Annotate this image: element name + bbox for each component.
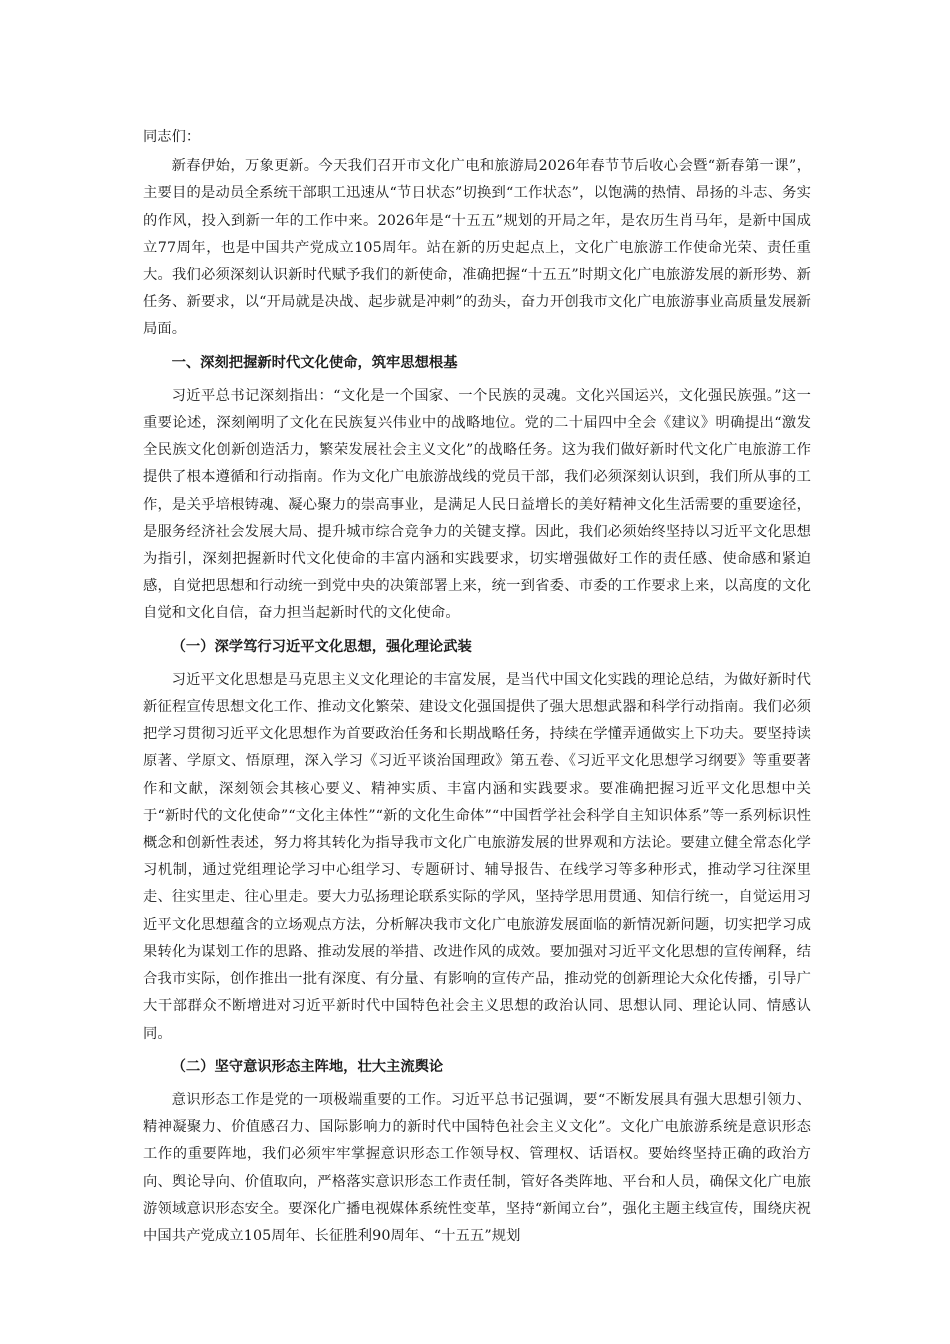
document-page bbox=[143, 124, 811, 1250]
section-1-heading: 一、深刻把握新时代文化使命，筑牢思想根基 bbox=[171, 354, 458, 371]
section-1-paragraph: 习近平总书记深刻指出：“文化是一个国家、一个民族的灵魂。文化兴国运兴，文化强民族强。”这一重要论述，深刻阐明了文化在民族复兴伟业中的战略地位。党的二十届四中全会《建议》明确提出“激发全民族文化创新创造活力，繁荣发展社会主义文化”的战略任务。这为我们做好新时代文化广电旅游工作提供了根本遵循和行动指南。作为文化广电旅游战线的党员干部，我们必须深刻认识到，我们所从事的工作，是关乎培根铸魂、凝心聚力的崇高事业，是满足人民日益增长的美好精神文化生活需要的重要途径，是服务经济社会发展大局、提升城市综合竞争力的关键支撑。因此，我们必须始终坚持以习近平文化思想为指引，深刻把握新时代文化使命的丰富内涵和实践要求，切实增强做好工作的责任感、使命感和紧迫感，自觉把思想和行动统一到党中央的决策部署上来，统一到省委、市委的工作要求上来，以高度的文化自觉和文化自信，奋力担当起新时代的文化使命。 bbox=[143, 387, 811, 622]
subsection-2-heading: （二）坚守意识形态主阵地，壮大主流舆论 bbox=[171, 1058, 444, 1075]
salutation: 同志们： bbox=[143, 129, 201, 145]
subsection-2-paragraph: 意识形态工作是党的一项极端重要的工作。习近平总书记强调，要“不断发展具有强大思想引领力、精神凝聚力、价值感召力、国际影响力的新时代中国特色社会主义文化”。文化广电旅游系统是意识形态工作的重要阵地，我们必须牢牢掌握意识形态工作领导权、管理权、话语权。要始终坚持正确的政治方向、舆论导向、价值取向，严格落实意识形态工作责任制，管好各类阵地、平台和人员，确保文化广电旅游领域意识形态安全。要深化广播电视媒体系统性变革，坚持“新闻立台”，强化主题主线宣传，围绕庆祝中国共产党成立105周年、长征胜利90周年、“十五五”规划 bbox=[143, 1091, 811, 1244]
intro-paragraph: 新春伊始，万象更新。今天我们召开市文化广电和旅游局2026年春节节后收心会暨“新春第一课”，主要目的是动员全系统干部职工迅速从“节日状态”切换到“工作状态”，以饱满的热情、昂扬的斗志、务实的作风，投入到新一年的工作中来。2026年是“十五五”规划的开局之年，是农历生肖马年，是新中国成立77周年，也是中国共产党成立105周年。站在新的历史起点上，文化广电旅游工作使命光荣、责任重大。我们必须深刻认识新时代赋予我们的新使命，准确把握“十五五”时期文化广电旅游发展的新形势、新任务、新要求，以“开局就是决战、起步就是冲刺”的劲头，奋力开创我市文化广电旅游事业高质量发展新局面。 bbox=[143, 158, 811, 338]
subsection-1-paragraph: 习近平文化思想是马克思主义文化理论的丰富发展，是当代中国文化实践的理论总结，为做好新时代新征程宣传思想文化工作、推动文化繁荣、建设文化强国提供了强大思想武器和科学行动指南。我们必须把学习贯彻习近平文化思想作为首要政治任务和长期战略任务，持续在学懂弄通做实上下功夫。要坚持读原著、学原文、悟原理，深入学习《习近平谈治国理政》第五卷、《习近平文化思想学习纲要》等重要著作和文献，深刻领会其核心要义、精神实质、丰富内涵和实践要求。要准确把握习近平文化思想中关于“新时代的文化使命”“文化主体性”“新的文化生命体”“中国哲学社会科学自主知识体系”等一系列标识性概念和创新性表述，努力将其转化为指导我市文化广电旅游发展的世界观和方法论。要建立健全常态化学习机制，通过党组理论学习中心组学习、专题研讨、辅导报告、在线学习等多种形式，推动学习往深里走、往实里走、往心里走。要大力弘扬理论联系实际的学风，坚持学思用贯通、知信行统一，自觉运用习近平文化思想蕴含的立场观点方法，分析解决我市文化广电旅游发展面临的新情况新问题，切实把学习成果转化为谋划工作的思路、推动发展的举措、改进作风的成效。要加强对习近平文化思想的宣传阐释，结合我市实际，创作推出一批有深度、有分量、有影响的宣传产品，推动党的创新理论大众化传播，引导广大干部群众不断增进对习近平新时代中国特色社会主义思想的政治认同、思想认同、理论认同、情感认同。 bbox=[143, 671, 811, 1042]
subsection-1-heading: （一）深学笃行习近平文化思想，强化理论武装 bbox=[171, 638, 472, 655]
